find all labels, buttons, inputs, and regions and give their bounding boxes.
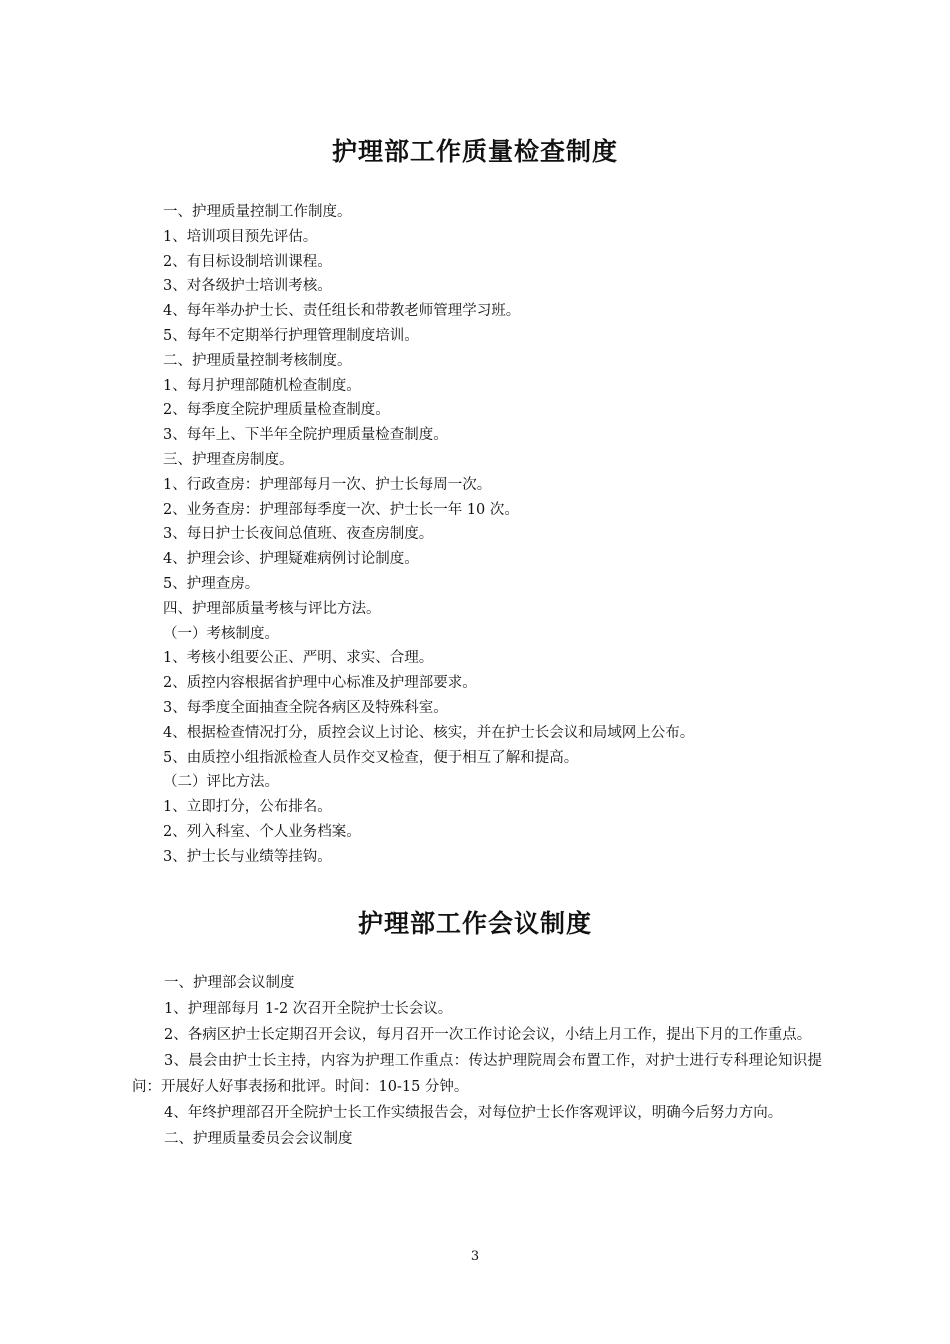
section-1-line: 3、每年上、下半年全院护理质量检查制度。 xyxy=(163,427,448,444)
section-1-title: 护理部工作质量检查制度 xyxy=(331,137,618,166)
section-2-paragraph: 1、护理部每月 1-2 次召开全院护士长会议。 xyxy=(164,1001,453,1017)
section-1-line: 2、列入科室、个人业务档案。 xyxy=(163,823,361,840)
section-1-line: 1、培训项目预先评估。 xyxy=(163,228,318,245)
section-2-paragraph: 2、各病区护士长定期召开会议，每月召开一次工作讨论会议，小结上月工作，提出下月的工作重点。 xyxy=(164,1027,812,1043)
section-1-line: 3、每日护士长夜间总值班、夜查房制度。 xyxy=(163,526,434,543)
section-1-line: 四、护理部质量考核与评比方法。 xyxy=(163,600,381,617)
section-1-body xyxy=(163,200,863,870)
section-2-body xyxy=(132,970,822,1152)
section-2-paragraph: 4、年终护理部召开全院护士长工作实绩报告会，对每位护士长作客观评议，明确今后努力方向。 xyxy=(164,1105,783,1121)
section-2-paragraph: 一、护理部会议制度 xyxy=(164,975,295,991)
section-1-line: 3、每季度全面抽查全院各病区及特殊科室。 xyxy=(163,699,448,716)
page-number: 3 xyxy=(470,1249,480,1264)
section-1-line: 1、每月护理部随机检查制度。 xyxy=(163,377,361,394)
section-2-paragraph: 二、护理质量委员会会议制度 xyxy=(164,1131,353,1147)
section-2-title: 护理部工作会议制度 xyxy=(357,909,592,938)
section-1-line: 三、护理查房制度。 xyxy=(163,451,294,468)
section-1-line: 1、考核小组要公正、严明、求实、合理。 xyxy=(163,650,434,667)
section-1-line: 4、护理会诊、护理疑难病例讨论制度。 xyxy=(163,551,419,568)
section-1-line: 3、对各级护士培训考核。 xyxy=(163,278,332,295)
section-2-paragraph: 3、晨会由护士长主持，内容为护理工作重点：传达护理院周会布置工作，对护士进行专科理论知识提问：开展好人好事表扬和批评。时间：10-15 分钟。 xyxy=(132,1053,822,1095)
section-1-line: 一、护理质量控制工作制度。 xyxy=(163,204,352,220)
section-1-line: 3、护士长与业绩等挂钩。 xyxy=(163,848,332,865)
section-1-line: 2、每季度全院护理质量检查制度。 xyxy=(163,402,390,419)
section-1-line: 2、业务查房：护理部每季度一次、护士长一年 10 次。 xyxy=(163,501,519,518)
section-1-line: （一）考核制度。 xyxy=(163,625,279,642)
section-1-line: 5、护理查房。 xyxy=(163,575,260,592)
section-1-line: （二）评比方法。 xyxy=(163,774,279,791)
section-1-line: 2、质控内容根据省护理中心标准及护理部要求。 xyxy=(163,675,477,692)
section-1-line: 5、由质控小组指派检查人员作交叉检查，便于相互了解和提高。 xyxy=(163,749,579,766)
section-1-line: 1、立即打分，公布排名。 xyxy=(163,799,332,816)
section-1-line: 二、护理质量控制考核制度。 xyxy=(163,352,352,369)
section-1-line: 4、根据检查情况打分，质控会议上讨论、核实，并在护士长会议和局域网上公布。 xyxy=(163,724,695,741)
section-1-line: 1、行政查房：护理部每月一次、护士长每周一次。 xyxy=(163,476,492,493)
section-1-line: 4、每年举办护士长、责任组长和带教老师管理学习班。 xyxy=(163,303,521,320)
section-1-line: 2、有目标设制培训课程。 xyxy=(163,253,332,270)
section-1-line: 5、每年不定期举行护理管理制度培训。 xyxy=(163,327,419,344)
